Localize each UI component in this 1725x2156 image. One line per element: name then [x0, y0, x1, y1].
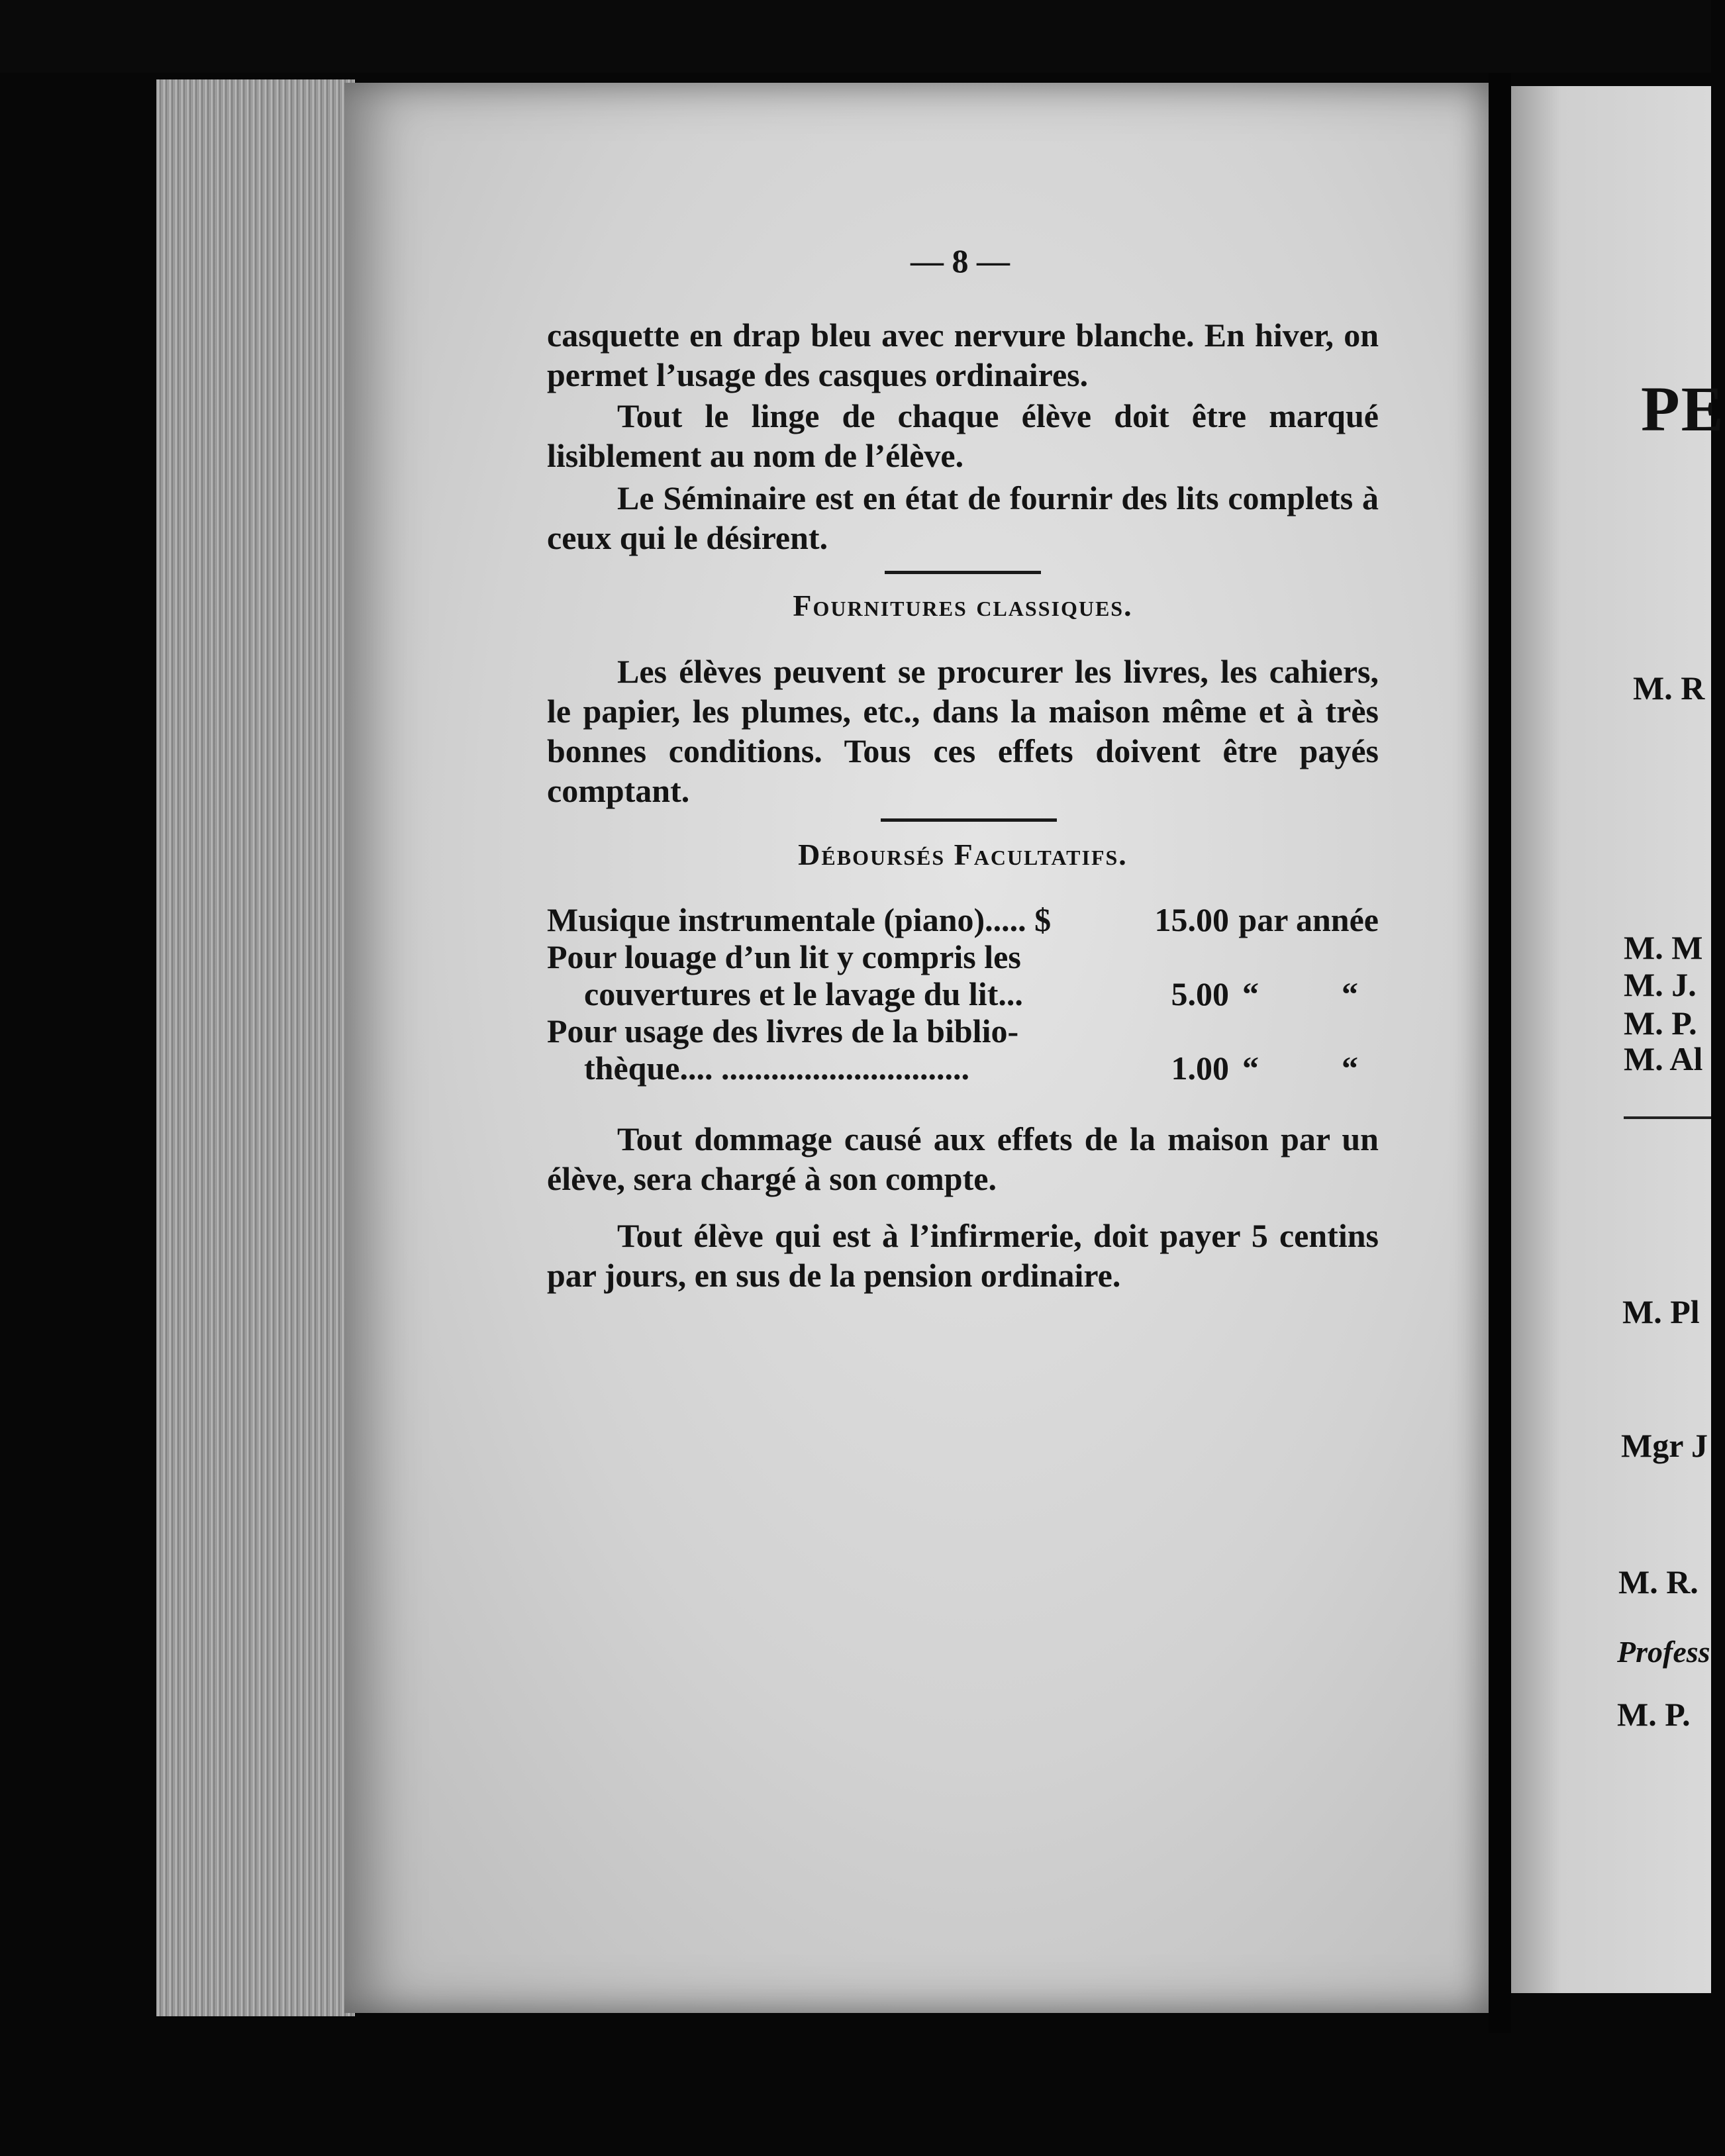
facing-page-line: M. M	[1624, 929, 1703, 966]
facing-page-line: M. R	[1633, 669, 1705, 707]
facing-page-line: Profess	[1617, 1635, 1710, 1669]
fee-amount: 1.00	[1171, 1050, 1229, 1087]
section-divider	[885, 571, 1041, 574]
scan-border	[0, 0, 1711, 73]
section-heading-debourses: Déboursés Facultatifs.	[798, 838, 1128, 871]
paragraph-fournitures: Les élèves peuvent se procurer les livres, les cahiers, le papier, les plumes, etc., dans la maison même et à très bonnes conditions. Tous ces effets doivent être payés comptant.	[547, 653, 1379, 809]
fee-description: couvertures et le lavage du lit...	[584, 975, 1023, 1012]
facing-page-line: M. Pl	[1622, 1293, 1700, 1330]
facing-page-line: M. J.	[1624, 966, 1697, 1003]
fee-row-louage	[547, 938, 1379, 975]
fee-description: Musique instrumentale (piano)..... $	[547, 901, 1052, 938]
paragraph-linge: Tout le linge de chaque élève doit être marqué lisiblement au nom de l’élève.	[547, 397, 1379, 474]
fee-amount: 15.00	[1154, 901, 1229, 938]
fee-row-musique	[547, 901, 1379, 938]
fee-row-theque	[547, 1049, 1379, 1086]
ditto-mark: “	[1242, 975, 1259, 1012]
facing-page-line: M. P.	[1617, 1696, 1691, 1733]
book-gutter	[1489, 73, 1511, 2033]
facing-page-rule	[1624, 1116, 1711, 1119]
ditto-mark: “	[1342, 975, 1358, 1012]
facing-page-line: Mgr J	[1621, 1427, 1708, 1464]
facing-page-line: M. Al	[1624, 1040, 1703, 1077]
fee-unit: par année	[1238, 901, 1379, 938]
facing-page-title: PE	[1641, 373, 1725, 444]
ditto-mark: “	[1242, 1050, 1259, 1087]
fee-row-couvertures	[547, 975, 1379, 1012]
section-divider	[881, 818, 1057, 822]
page-number: — 8 —	[911, 242, 1010, 279]
facing-page-line: M. P.	[1624, 1004, 1697, 1042]
page-edges	[156, 79, 355, 2016]
section-heading-fournitures: Fournitures classiques.	[793, 589, 1133, 622]
fee-description: thèque.... ..............................	[584, 1050, 969, 1087]
paragraph-infirmerie: Tout élève qui est à l’infirmerie, doit payer 5 centins par jours, en sus de la pension ordinaire.	[547, 1217, 1379, 1294]
facing-page-line: M. R.	[1618, 1563, 1699, 1600]
fee-row-bibliotheque	[547, 1012, 1379, 1049]
fee-description: Pour usage des livres de la biblio-	[547, 1012, 1019, 1050]
fee-description: Pour louage d’un lit y compris les	[547, 938, 1021, 975]
paragraph-dommage: Tout dommage causé aux effets de la maison par un élève, sera chargé à son compte.	[547, 1120, 1379, 1197]
paragraph-lits: Le Séminaire est en état de fournir des lits complets à ceux qui le désirent.	[547, 479, 1379, 556]
paragraph-casquette: casquette en drap bleu avec nervure blanche. En hiver, on permet l’usage des casques ordinaires.	[547, 317, 1379, 393]
fee-amount: 5.00	[1171, 975, 1229, 1012]
ditto-mark: “	[1342, 1050, 1358, 1087]
